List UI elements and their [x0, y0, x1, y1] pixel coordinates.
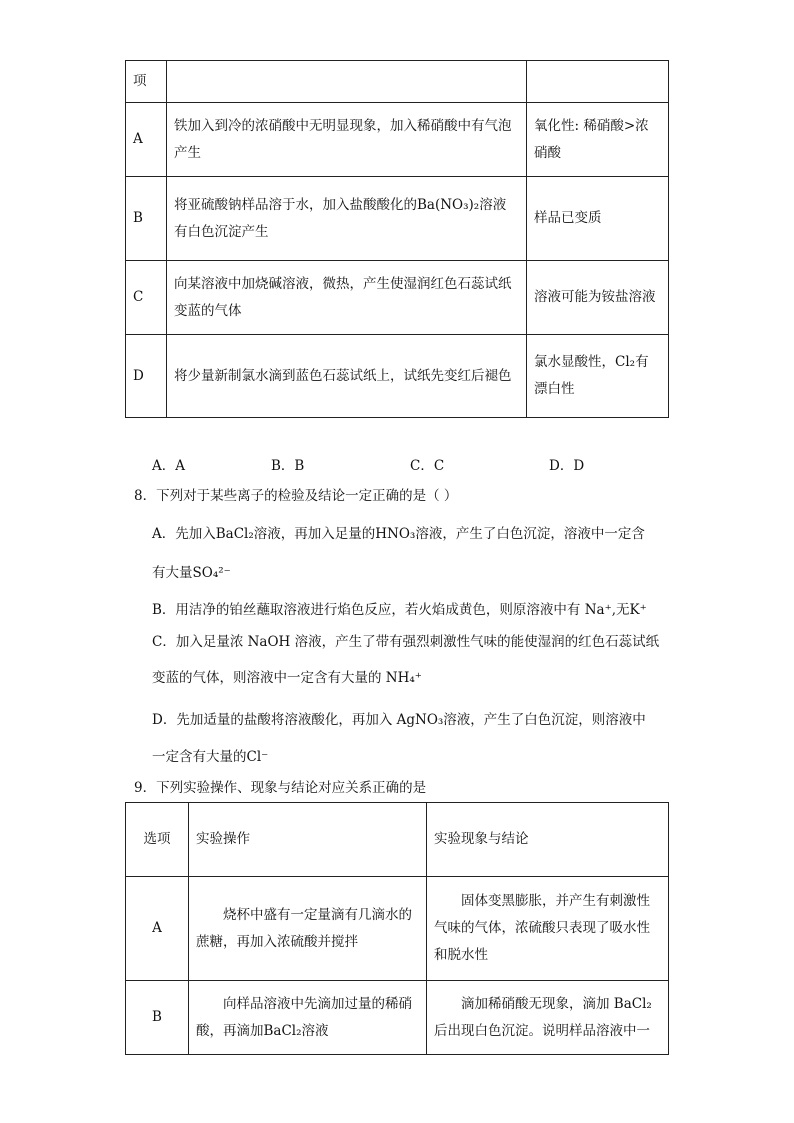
- table-row: [126, 61, 669, 103]
- result-cell: 固体变黑膨胀，并产生有刺激性气味的气体，浓硫酸只表现了吸水性和脱水性: [427, 877, 669, 981]
- operation-text: 溶液有白色沉淀产生: [174, 196, 507, 240]
- conclusion-cell: 样品已变质: [527, 177, 669, 261]
- table-row: [126, 261, 669, 335]
- q8-option-b[interactable]: B．用洁净的铂丝蘸取溶液进行焰色反应，若火焰成黄色，则原溶液中有 Na⁺,无K⁺: [152, 602, 647, 618]
- conclusion-text: 氯水显酸性，: [534, 354, 615, 370]
- experiment-table-2: [125, 802, 669, 1055]
- q8-option-c-line1[interactable]: C．加入足量浓 NaOH 溶液，产生了带有强烈刺激性气味的能使湿润的红色石蕊试纸: [152, 634, 660, 650]
- q8-option-d-line2: 一定含有大量的Cl⁻: [152, 749, 269, 765]
- operation-cell: 将少量新制氯水滴到蓝色石蕊试纸上，试纸先变红后褪色: [167, 335, 527, 418]
- conclusion-header-cell: [527, 61, 669, 103]
- table-row: [126, 877, 669, 981]
- row-label: C: [126, 261, 167, 335]
- q7-option-b[interactable]: B．B: [271, 458, 305, 474]
- operation-cell: [167, 177, 527, 261]
- operation-cell: 烧杯中盛有一定量滴有几滴水的蔗糖，再加入浓硫酸并搅拌: [189, 877, 427, 981]
- option-header-cell: 项: [126, 61, 167, 103]
- option-header-cell: 选项: [126, 803, 189, 877]
- chemical-formula: Ba(NO₃)₂: [417, 196, 480, 213]
- table-row: [126, 335, 669, 418]
- row-label: B: [126, 177, 167, 261]
- conclusion-cell: 氧化性: 稀硝酸>浓硝酸: [527, 103, 669, 177]
- q8-option-a-line2: 有大量SO₄²⁻: [152, 565, 231, 581]
- conclusion-text: 有漂白性: [534, 354, 649, 397]
- result-header-cell: 实验现象与结论: [427, 803, 669, 877]
- conclusion-cell: 溶液可能为铵盐溶液: [527, 261, 669, 335]
- table-row: [126, 177, 669, 261]
- operation-text: 将亚硫酸钠样品溶于水，加入盐酸酸化的: [174, 196, 417, 213]
- row-label: B: [126, 981, 189, 1055]
- row-label: A: [126, 103, 167, 177]
- operation-cell: 向样品溶液中先滴加过量的稀硝酸，再滴加BaCl₂溶液: [189, 981, 427, 1055]
- row-label: D: [126, 335, 167, 418]
- table-row: [126, 981, 669, 1055]
- conclusion-cell: [527, 335, 669, 418]
- table-row: [126, 803, 669, 877]
- result-cell: 滴加稀硝酸无现象，滴加 BaCl₂后出现白色沉淀。说明样品溶液中一: [427, 981, 669, 1055]
- operation-header-cell: 实验操作: [189, 803, 427, 877]
- chemical-formula: Cl₂: [615, 354, 636, 370]
- q8-option-c-line2: 变蓝的气体，则溶液中一定含有大量的 NH₄⁺: [152, 670, 422, 686]
- operation-header-cell: [167, 61, 527, 103]
- q8-stem: 8．下列对于某些离子的检验及结论一定正确的是（ ）: [134, 488, 458, 504]
- table-row: [126, 103, 669, 177]
- q9-stem: 9．下列实验操作、现象与结论对应关系正确的是: [134, 780, 427, 796]
- q7-option-d[interactable]: D．D: [549, 458, 585, 474]
- q8-option-a-line1[interactable]: A．先加入BaCl₂溶液，再加入足量的HNO₃溶液，产生了白色沉淀，溶液中一定含: [152, 526, 645, 542]
- q7-option-c[interactable]: C．C: [410, 458, 445, 474]
- operation-cell: 向某溶液中加烧碱溶液，微热，产生使湿润红色石蕊试纸变蓝的气体: [167, 261, 527, 335]
- experiment-table-1: [125, 60, 669, 418]
- q7-option-a[interactable]: A．A: [152, 458, 185, 474]
- row-label: A: [126, 877, 189, 981]
- q8-option-d-line1[interactable]: D．先加适量的盐酸将溶液酸化，再加入 AgNO₃溶液，产生了白色沉淀，则溶液中: [152, 712, 646, 728]
- operation-cell: 铁加入到冷的浓硝酸中无明显现象，加入稀硝酸中有气泡产生: [167, 103, 527, 177]
